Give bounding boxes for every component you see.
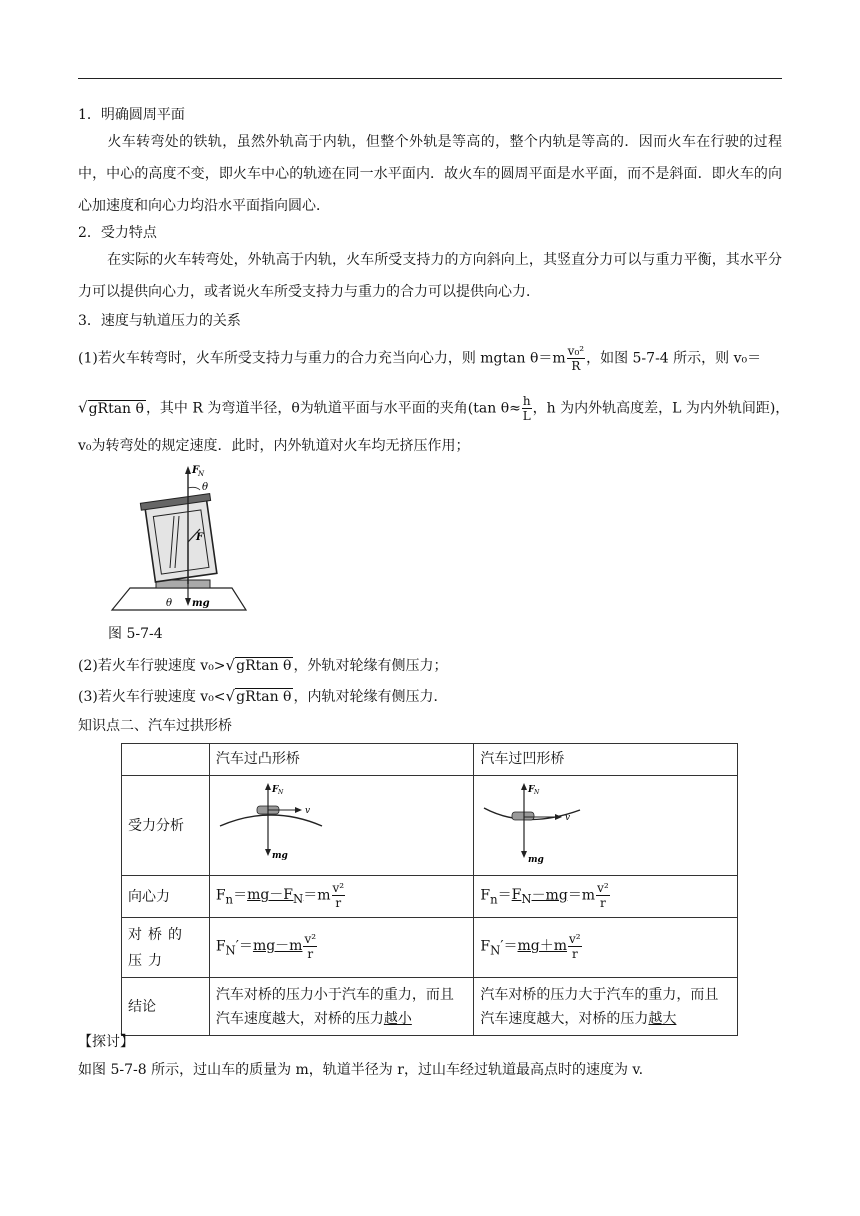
table-row-pressure xyxy=(122,918,738,978)
sqrt-content: gRtan θ xyxy=(88,400,144,417)
concave-force-diagram-cell xyxy=(474,776,738,876)
fn-label: F xyxy=(528,785,535,795)
line5-text-a: (3)若火车行驶速度 v₀< xyxy=(78,689,226,705)
v-label: v xyxy=(304,806,310,816)
convex-force-diagram-cell xyxy=(209,776,474,876)
convex-centripetal-cell: $F_n=mg-F_N=m$ $\frac{\text{v²}}{r}$ xyxy=(209,876,474,918)
knowledge2-heading: 知识点二、汽车过拱形桥 xyxy=(78,718,232,734)
line5-text-b: ，内轨对轮缘有侧压力． xyxy=(293,689,448,705)
frac-den: L xyxy=(522,409,531,423)
mg-label: mg xyxy=(271,851,288,861)
sqrt-content: gRtan θ xyxy=(236,689,292,705)
row-label-pressure: 对桥的压力 xyxy=(122,918,210,978)
frac-num: h xyxy=(522,394,531,408)
theta-label-top: θ xyxy=(202,482,209,493)
fn-subscript: N xyxy=(534,789,540,796)
theta-label-bottom: θ xyxy=(166,598,173,609)
fraction-v2-over-r: $\frac{\text{v²}}{r}$ xyxy=(597,880,609,910)
convex-conclusion-cell: 汽车对桥的压力小于汽车的重力，而且汽车速度越大，对桥的压力越小 xyxy=(209,978,474,1036)
table-cell-empty xyxy=(122,744,210,776)
row-label-centripetal: 向心力 xyxy=(122,876,210,918)
section3-line4 xyxy=(78,655,447,676)
fraction-v2-over-r: $\frac{\text{v²}}{r}$ xyxy=(332,880,345,910)
bridge-comparison-table xyxy=(121,743,738,1036)
header-rule xyxy=(78,78,782,79)
frac-num: v₀² xyxy=(567,344,585,358)
mg-label: mg xyxy=(192,598,210,609)
concave-conclusion-cell: 汽车对桥的压力大于汽车的重力，而且汽车速度越大，对桥的压力越大 xyxy=(474,978,738,1036)
fraction-h-over-l xyxy=(522,394,532,423)
section2-heading: 2．受力特点 xyxy=(78,225,157,241)
fraction-v2-over-r: $\frac{\text{v²}}{r}$ xyxy=(569,931,581,961)
section1-paragraph xyxy=(78,126,782,222)
table-row-force xyxy=(122,776,738,876)
sqrt-sign: √ xyxy=(225,656,236,674)
line1-text-a: (1)若火车转弯时，火车所受支持力与重力的合力充当向心力，则 mgtan θ＝m xyxy=(78,350,566,367)
section3-line2 xyxy=(78,394,789,423)
row-label-force: 受力分析 xyxy=(122,776,210,876)
sqrt-sign: √ xyxy=(225,687,236,705)
section3-line3: v₀为转弯处的规定速度．此时，内外轨道对火车均无挤压作用； xyxy=(78,438,470,454)
fraction-v2-over-r: $\frac{\text{v²}}{r}$ xyxy=(304,931,317,961)
explore-heading: 【探讨】 xyxy=(78,1034,134,1050)
f-label: F xyxy=(196,532,204,543)
figure-caption: 图 5-7-4 xyxy=(108,626,163,642)
section3-heading: 3．速度与轨道压力的关系 xyxy=(78,313,241,329)
fraction-v0sq-over-r xyxy=(567,344,585,373)
frac-den: R xyxy=(571,359,581,373)
section3-line1 xyxy=(78,344,761,373)
sqrt-content: gRtan θ xyxy=(236,658,292,674)
convex-bridge-diagram xyxy=(216,778,326,864)
line2-text-b: ，h 为内外轨高度差，L 为内外轨间距)， xyxy=(532,400,790,417)
sqrt-sign: √ xyxy=(78,398,88,417)
row-label-conclusion: 结论 xyxy=(122,978,210,1036)
fn-subscript: N xyxy=(277,789,284,796)
mg-label: mg xyxy=(528,855,545,864)
train-force-diagram xyxy=(108,464,250,614)
fn-label: F xyxy=(271,785,279,795)
section3-line5 xyxy=(78,686,447,707)
explore-text: 如图 5-7-8 所示，过山车的质量为 m，轨道半径为 r，过山车经过轨道最高点时的速度为 v. xyxy=(78,1062,644,1078)
concave-pressure-cell: $F_N'=mg+m$ $\frac{\text{v²}}{r}$ xyxy=(474,918,738,978)
table-row-centripetal xyxy=(122,876,738,918)
section2-text: 在实际的火车转弯处，外轨高于内轨，火车所受支持力的方向斜向上，其竖直分力可以与重力平衡，其水平分力可以提供向心力，或者说火车所受支持力与重力的合力可以提供向心力． xyxy=(78,252,782,300)
line1-text-b: ，如图 5-7-4 所示，则 v₀＝ xyxy=(586,350,762,367)
table-row-conclusion xyxy=(122,978,738,1036)
line4-text-a: (2)若火车行驶速度 v₀> xyxy=(78,658,226,674)
section1-heading: 1．明确圆周平面 xyxy=(78,107,185,123)
convex-pressure-cell: $F_N'=mg-m$ $\frac{\text{v²}}{r}$ xyxy=(209,918,474,978)
fn-subscript: N xyxy=(198,470,205,478)
header-convex: 汽车过凸形桥 xyxy=(209,744,474,776)
line4-text-b: ，外轨对轮缘有侧压力； xyxy=(293,658,448,674)
table-header-row xyxy=(122,744,738,776)
fn-label: F xyxy=(192,465,200,476)
line2-text-a: ，其中 R 为弯道半径，θ为轨道平面与水平面的夹角(tan θ≈ xyxy=(145,400,521,417)
section1-text: 火车转弯处的铁轨，虽然外轨高于内轨，但整个外轨是等高的，整个内轨是等高的．因而火车在行驶的过程中，中心的高度不变，即火车中心的轨迹在同一水平面内．故火车的圆周平面是水平面，而不是斜面．即火车的向心加速度和向心力均沿水平面指向圆心． xyxy=(78,134,782,214)
concave-centripetal-cell: $F_n=F_N-mg=m$ $\frac{\text{v²}}{r}$ xyxy=(474,876,738,918)
v-label: v xyxy=(565,813,571,823)
header-concave: 汽车过凹形桥 xyxy=(474,744,738,776)
section2-paragraph xyxy=(78,244,782,308)
concave-bridge-diagram xyxy=(480,778,590,864)
